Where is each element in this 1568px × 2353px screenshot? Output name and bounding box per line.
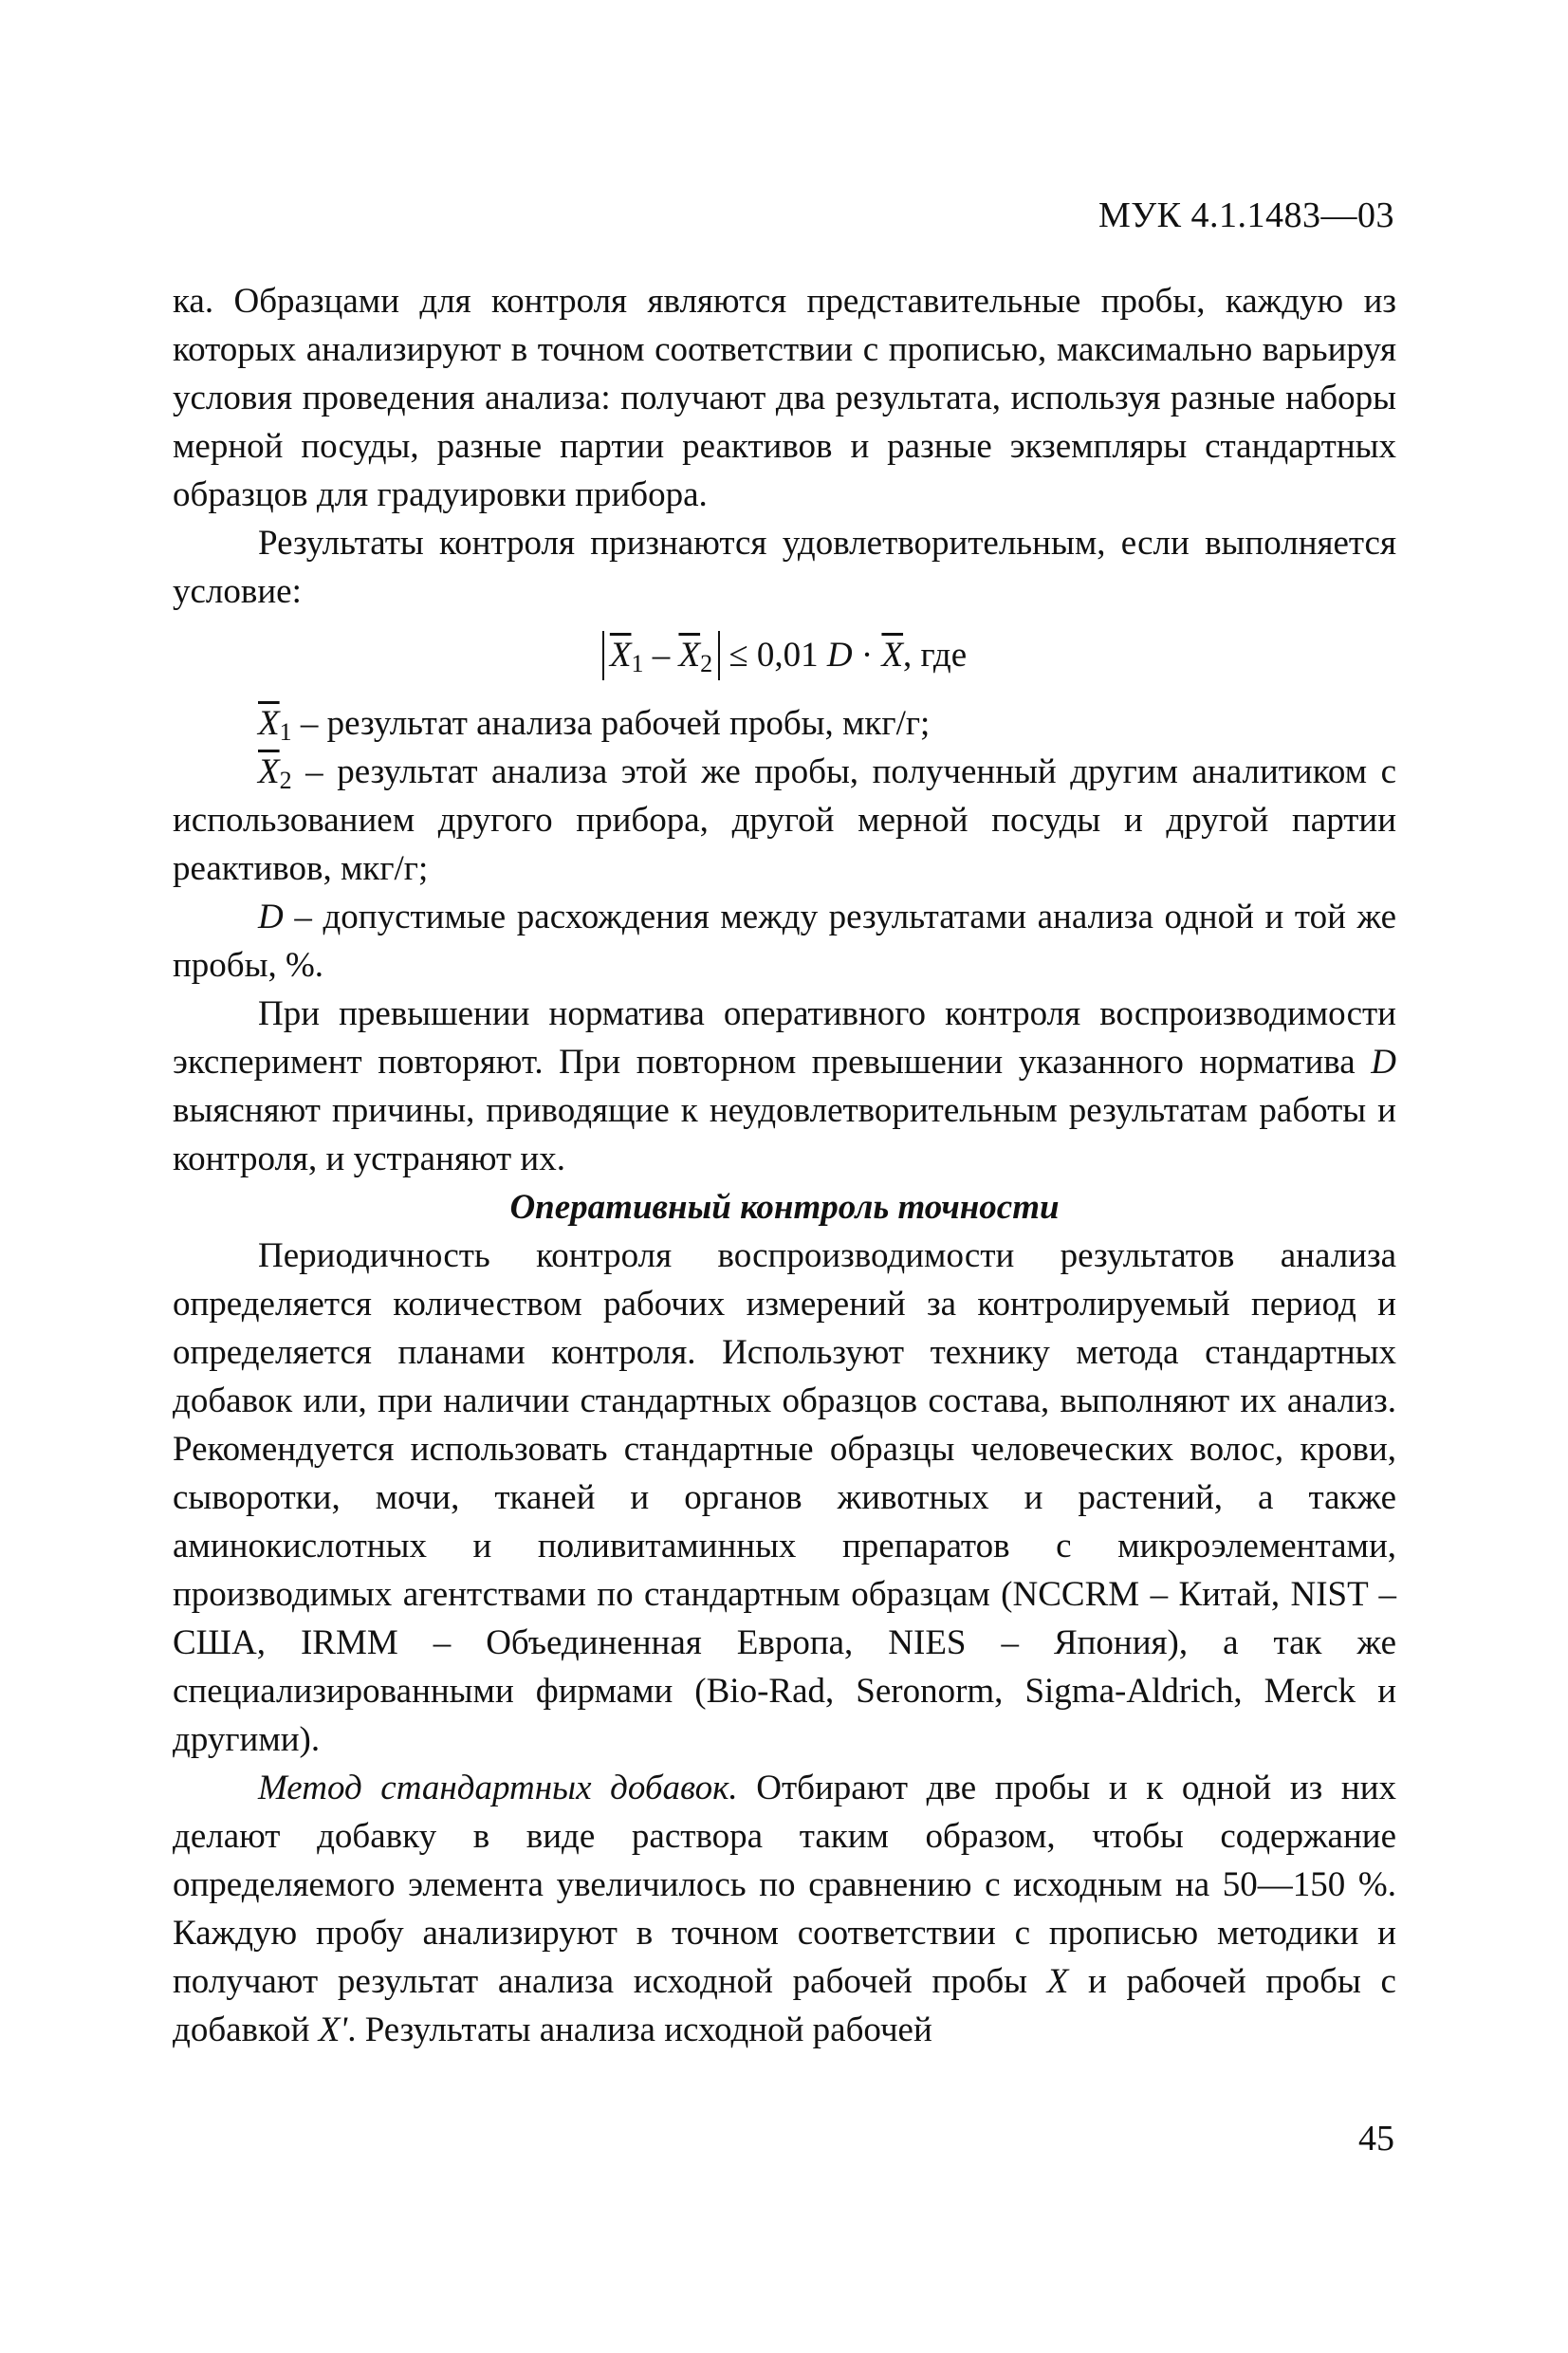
paragraph-samples: ка. Образцами для контроля являются представительные пробы, каждую из которых анализируют в точном соответствии с прописью, максимально варьируя условия проведения анализа: получают два результата, используя разные наборы мерной посуды, разные партии реактивов и разные экземпляры стандартных образцов для градуировки прибора. [173, 282, 1396, 514]
formula-le-const: ≤ 0,01 [720, 636, 827, 675]
standard-additions-x-symbol: X [1046, 1962, 1069, 2001]
reproducibility-formula [173, 627, 1396, 684]
formula-x2: $\overline{X}$ [678, 636, 701, 675]
definition-x1 [173, 699, 1396, 748]
exceedance-text-1: При превышении норматива оперативного контроля воспроизводимости эксперимент повторяют. При повторном превышении указанного норматива [173, 994, 1396, 1082]
standard-additions-text-3: . Результаты анализа исходной рабочей [347, 2010, 932, 2049]
formula-x1-sub: 1 [631, 650, 644, 677]
formula-minus: – [643, 636, 679, 675]
standard-additions-xprime-symbol: X' [318, 2010, 348, 2049]
definition-d-symbol: D [258, 898, 284, 936]
absolute-difference [602, 631, 720, 680]
paragraph-condition: Результаты контроля признаются удовлетворительным, если выполняется условие: [173, 524, 1396, 611]
formula-x2-sub: 2 [700, 650, 713, 677]
definition-d-text: – допустимые расхождения между результатами анализа одной и той же пробы, %. [173, 898, 1396, 985]
document-body [173, 277, 1396, 2054]
paragraph-standard-additions [173, 1764, 1396, 2054]
definition-x2-symbol: $\overline{X}$ [258, 752, 280, 791]
paragraph-exceedance [173, 990, 1396, 1183]
standard-additions-text-1: Отбирают две пробы и к одной из них делают добавку в виде раствора таким образом, чтобы содержание определяемого элемента увеличилось по сравнению с исходным на 50—150 %. Каждую пробу анализируют в точном соответствии с прописью методики и получают результат анализа исходной рабочей пробы [173, 1769, 1396, 2001]
definition-d [173, 893, 1396, 990]
formula-tail: , где [903, 636, 968, 675]
standard-additions-text-2: и рабочей пробы с добавкой [173, 1962, 1396, 2049]
formula-x: $\overline{X}$ [881, 636, 904, 675]
definition-x1-text: – результат анализа рабочей пробы, мкг/г; [291, 704, 931, 743]
definition-x1-symbol: $\overline{X}$ [258, 704, 280, 743]
definition-x2-sub: 2 [279, 767, 292, 794]
definition-x2 [173, 748, 1396, 893]
exceedance-text-2: выясняют причины, приводящие к неудовлетворительным результатам работы и контроля, и устраняют их. [173, 1091, 1396, 1178]
page-number: 45 [1358, 2119, 1394, 2158]
formula-dot: · [852, 636, 882, 675]
definition-x2-text: – результат анализа этой же пробы, полученный другим аналитиком с использованием другого прибора, другой мерной посуды и другой партии реактивов, мкг/г; [173, 752, 1396, 888]
exceedance-d-symbol: D [1371, 1043, 1396, 1082]
paragraph-periodicity: Периодичность контроля воспроизводимости результатов анализа определяется количеством рабочих измерений за контролируемый период и определяется планами контроля. Используют технику метода стандартных добавок или, при наличии стандартных образцов состава, выполняют их анализ. Рекомендуется использовать стандартные образцы человеческих волос, крови, сыворотки, мочи, тканей и органов животных и растений, а также аминокислотных и поливитаминных препаратов с микроэлементами, производимых агентствами по стандартным образцам (NCCRM – Китай, NIST – США, IRMM – Объединенная Европа, NIES – Япония), а так же специализированными фирмами (Bio-Rad, Seronorm, Sigma-Aldrich, Merck и другими). [173, 1236, 1396, 1759]
definition-x1-sub: 1 [279, 718, 292, 746]
section-heading: Оперативный контроль точности [509, 1188, 1060, 1227]
formula-d: D [826, 636, 853, 675]
standard-additions-lead: Метод стандартных добавок. [258, 1769, 738, 1807]
document-code-header: МУК 4.1.1483—03 [1098, 195, 1394, 235]
formula-x1: $\overline{X}$ [609, 636, 632, 675]
